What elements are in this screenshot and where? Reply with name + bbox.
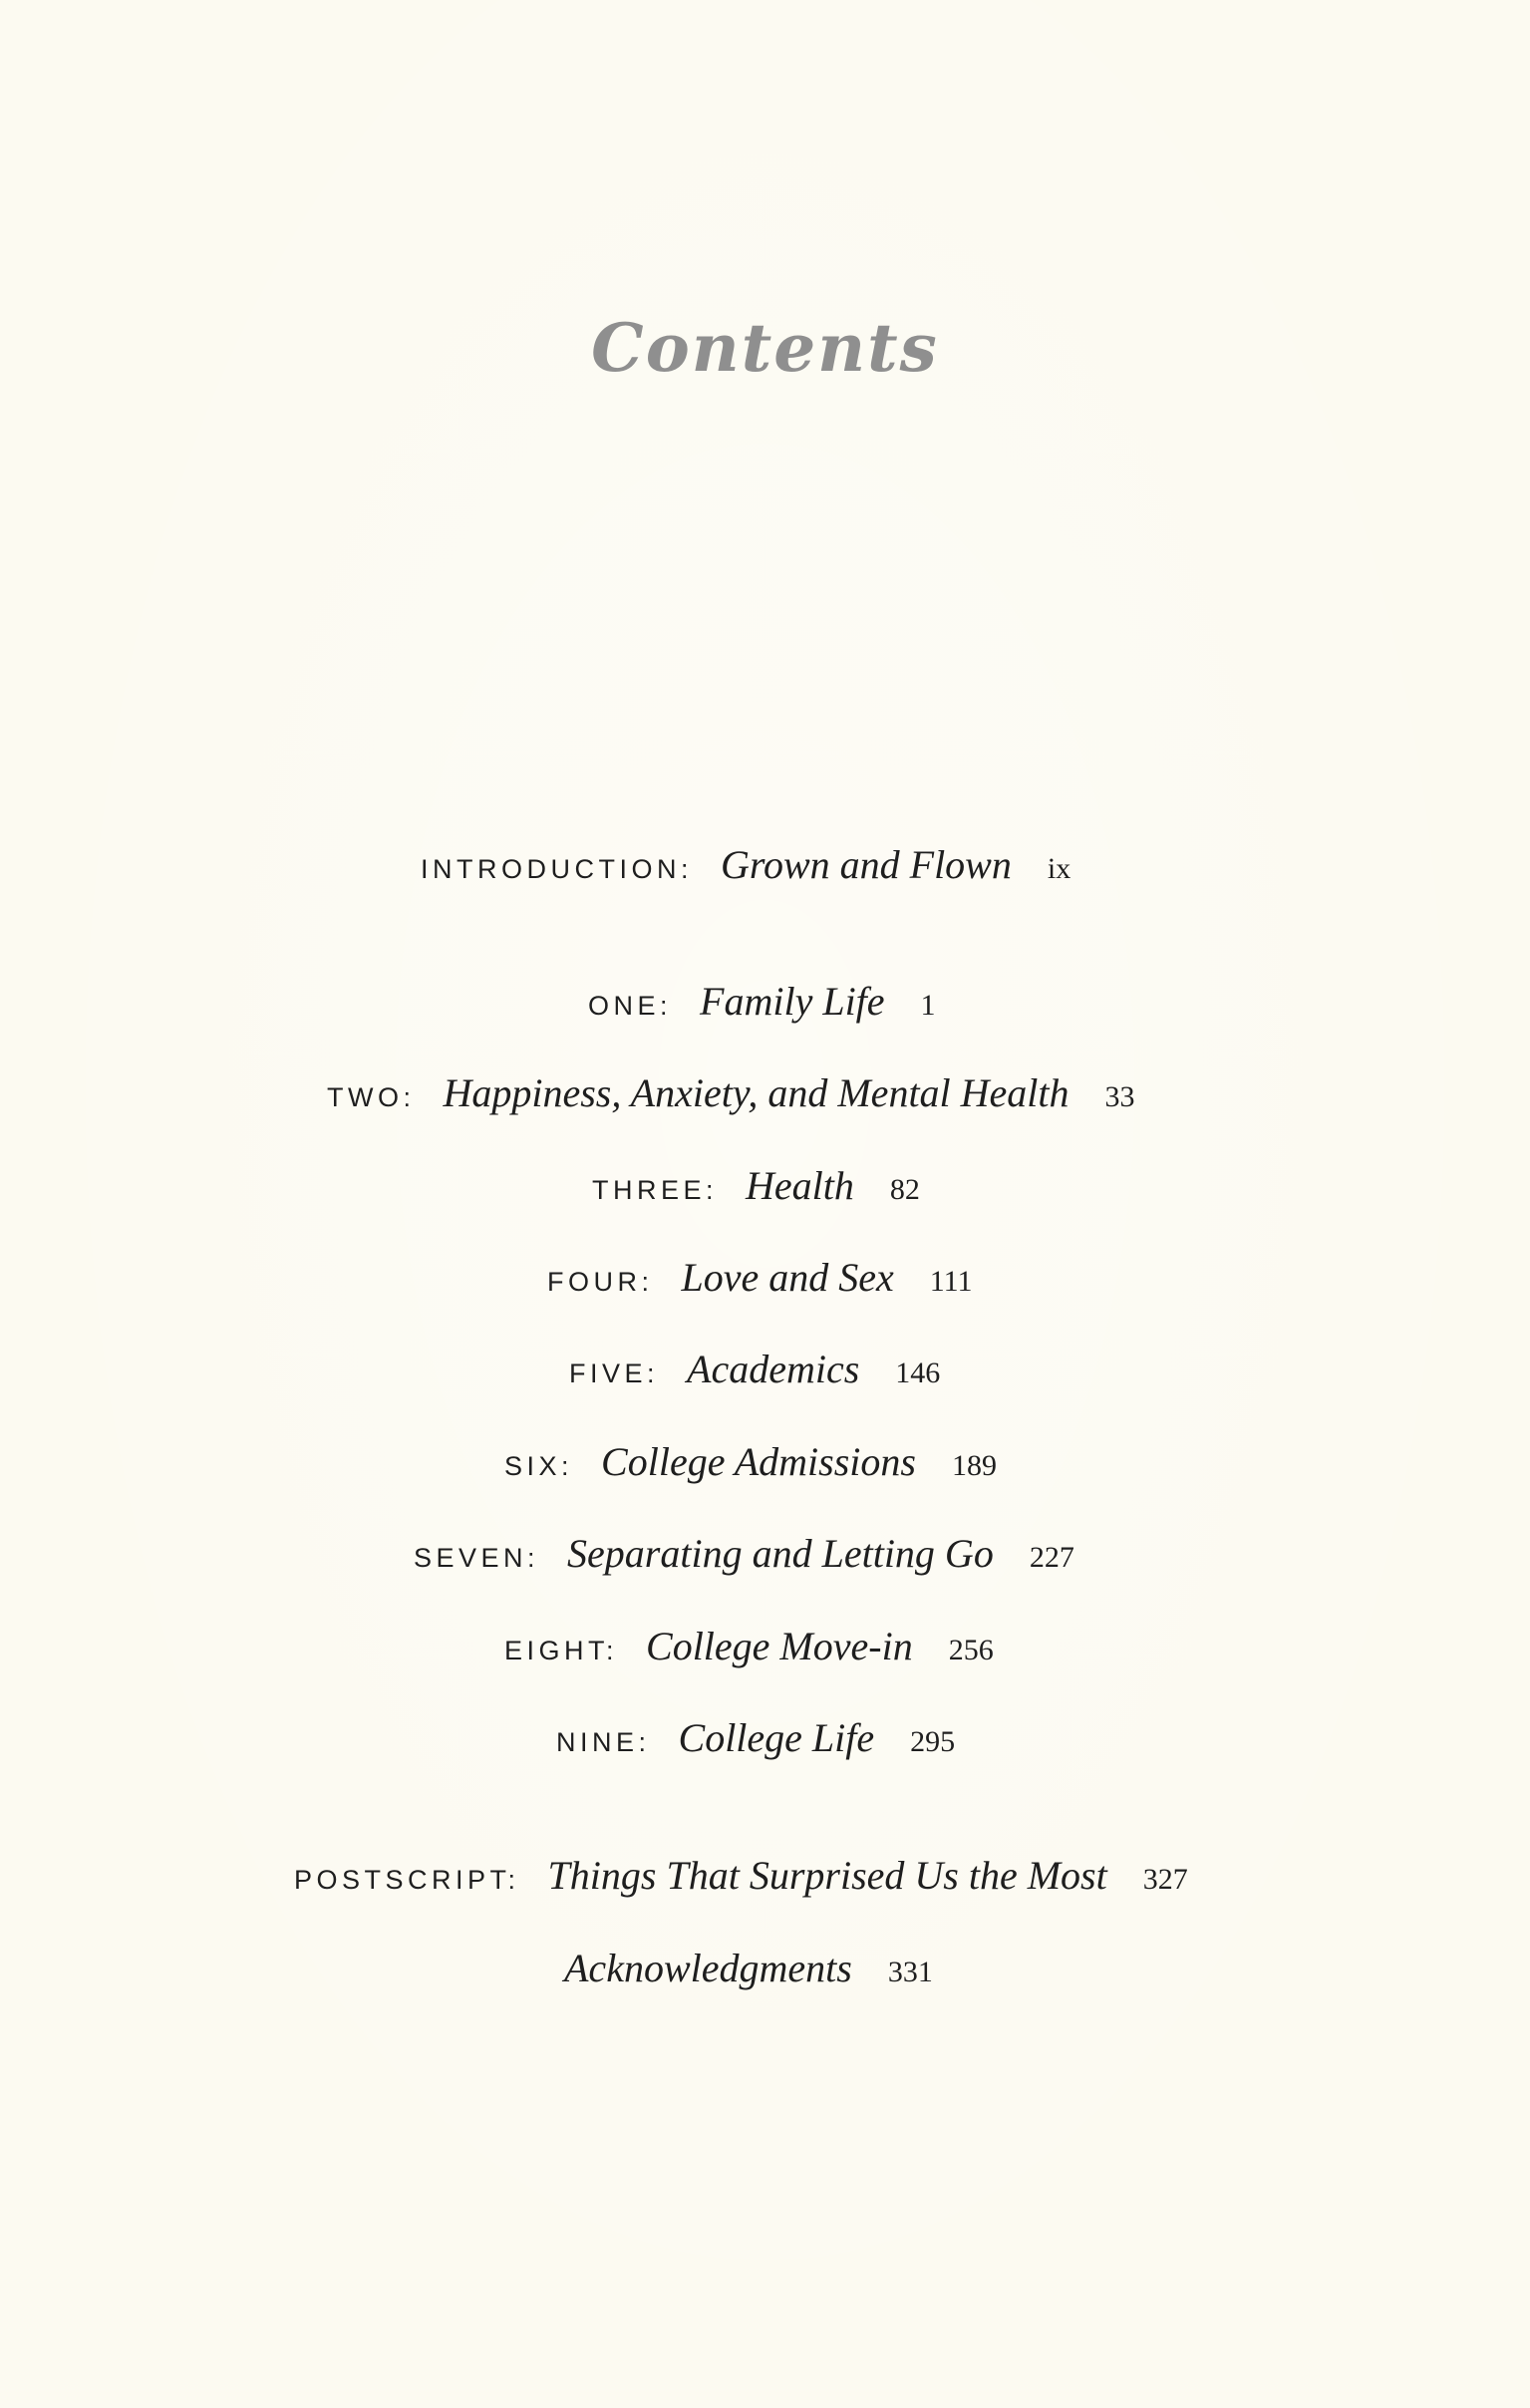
chapter-title: Grown and Flown <box>720 842 1012 887</box>
chapter-title: Acknowledgments <box>564 1946 852 1990</box>
toc-entry-introduction[interactable] <box>421 841 1071 888</box>
section-label: INTRODUCTION: <box>421 854 693 884</box>
toc-entry-five[interactable] <box>569 1346 940 1392</box>
section-label: SEVEN: <box>414 1543 540 1573</box>
page-number: 1 <box>920 989 936 1022</box>
toc-entry-eight[interactable] <box>504 1623 994 1669</box>
chapter-title: Health <box>746 1163 854 1208</box>
page-number: 146 <box>895 1356 941 1389</box>
page-number: 82 <box>889 1173 920 1206</box>
page-number: 227 <box>1029 1541 1074 1574</box>
section-label: TWO: <box>327 1082 416 1112</box>
section-label: THREE: <box>592 1175 719 1205</box>
chapter-title: College Move-in <box>646 1624 913 1668</box>
section-label: POSTSCRIPT: <box>294 1865 520 1895</box>
section-label: EIGHT: <box>504 1636 619 1665</box>
page-number: 33 <box>1104 1080 1135 1113</box>
chapter-title: College Life <box>678 1715 875 1760</box>
toc-entry-four[interactable] <box>547 1254 973 1301</box>
toc-entry-nine[interactable] <box>556 1714 955 1761</box>
toc-entry-acknowledgments[interactable] <box>564 1945 933 1991</box>
chapter-title: Academics <box>687 1347 860 1391</box>
chapter-title: Things That Surprised Us the Most <box>547 1853 1107 1898</box>
page-number: ix <box>1047 852 1071 885</box>
chapter-title: Family Life <box>700 979 885 1024</box>
toc-entry-one[interactable] <box>588 978 936 1025</box>
section-label: FIVE: <box>569 1358 660 1388</box>
toc-entry-two[interactable] <box>327 1069 1135 1116</box>
page-number: 189 <box>951 1449 997 1482</box>
chapter-title: College Admissions <box>601 1439 916 1484</box>
section-label: ONE: <box>588 991 673 1021</box>
chapter-title: Happiness, Anxiety, and Mental Health <box>443 1070 1070 1115</box>
page-number: 256 <box>948 1634 994 1666</box>
page-number: 295 <box>910 1725 956 1758</box>
section-label: SIX: <box>504 1451 574 1481</box>
page-number: 331 <box>887 1956 933 1988</box>
toc-entry-three[interactable] <box>592 1162 920 1209</box>
section-label: FOUR: <box>547 1267 654 1297</box>
toc-entry-seven[interactable] <box>414 1530 1074 1577</box>
chapter-title: Love and Sex <box>681 1255 894 1300</box>
toc-entry-six[interactable] <box>504 1438 997 1485</box>
page-number: 111 <box>929 1265 973 1298</box>
page-number: 327 <box>1142 1863 1188 1896</box>
section-label: NINE: <box>556 1727 651 1757</box>
toc-entry-postscript[interactable] <box>294 1852 1188 1899</box>
chapter-title: Separating and Letting Go <box>567 1531 994 1576</box>
page-title: Contents <box>591 309 939 387</box>
